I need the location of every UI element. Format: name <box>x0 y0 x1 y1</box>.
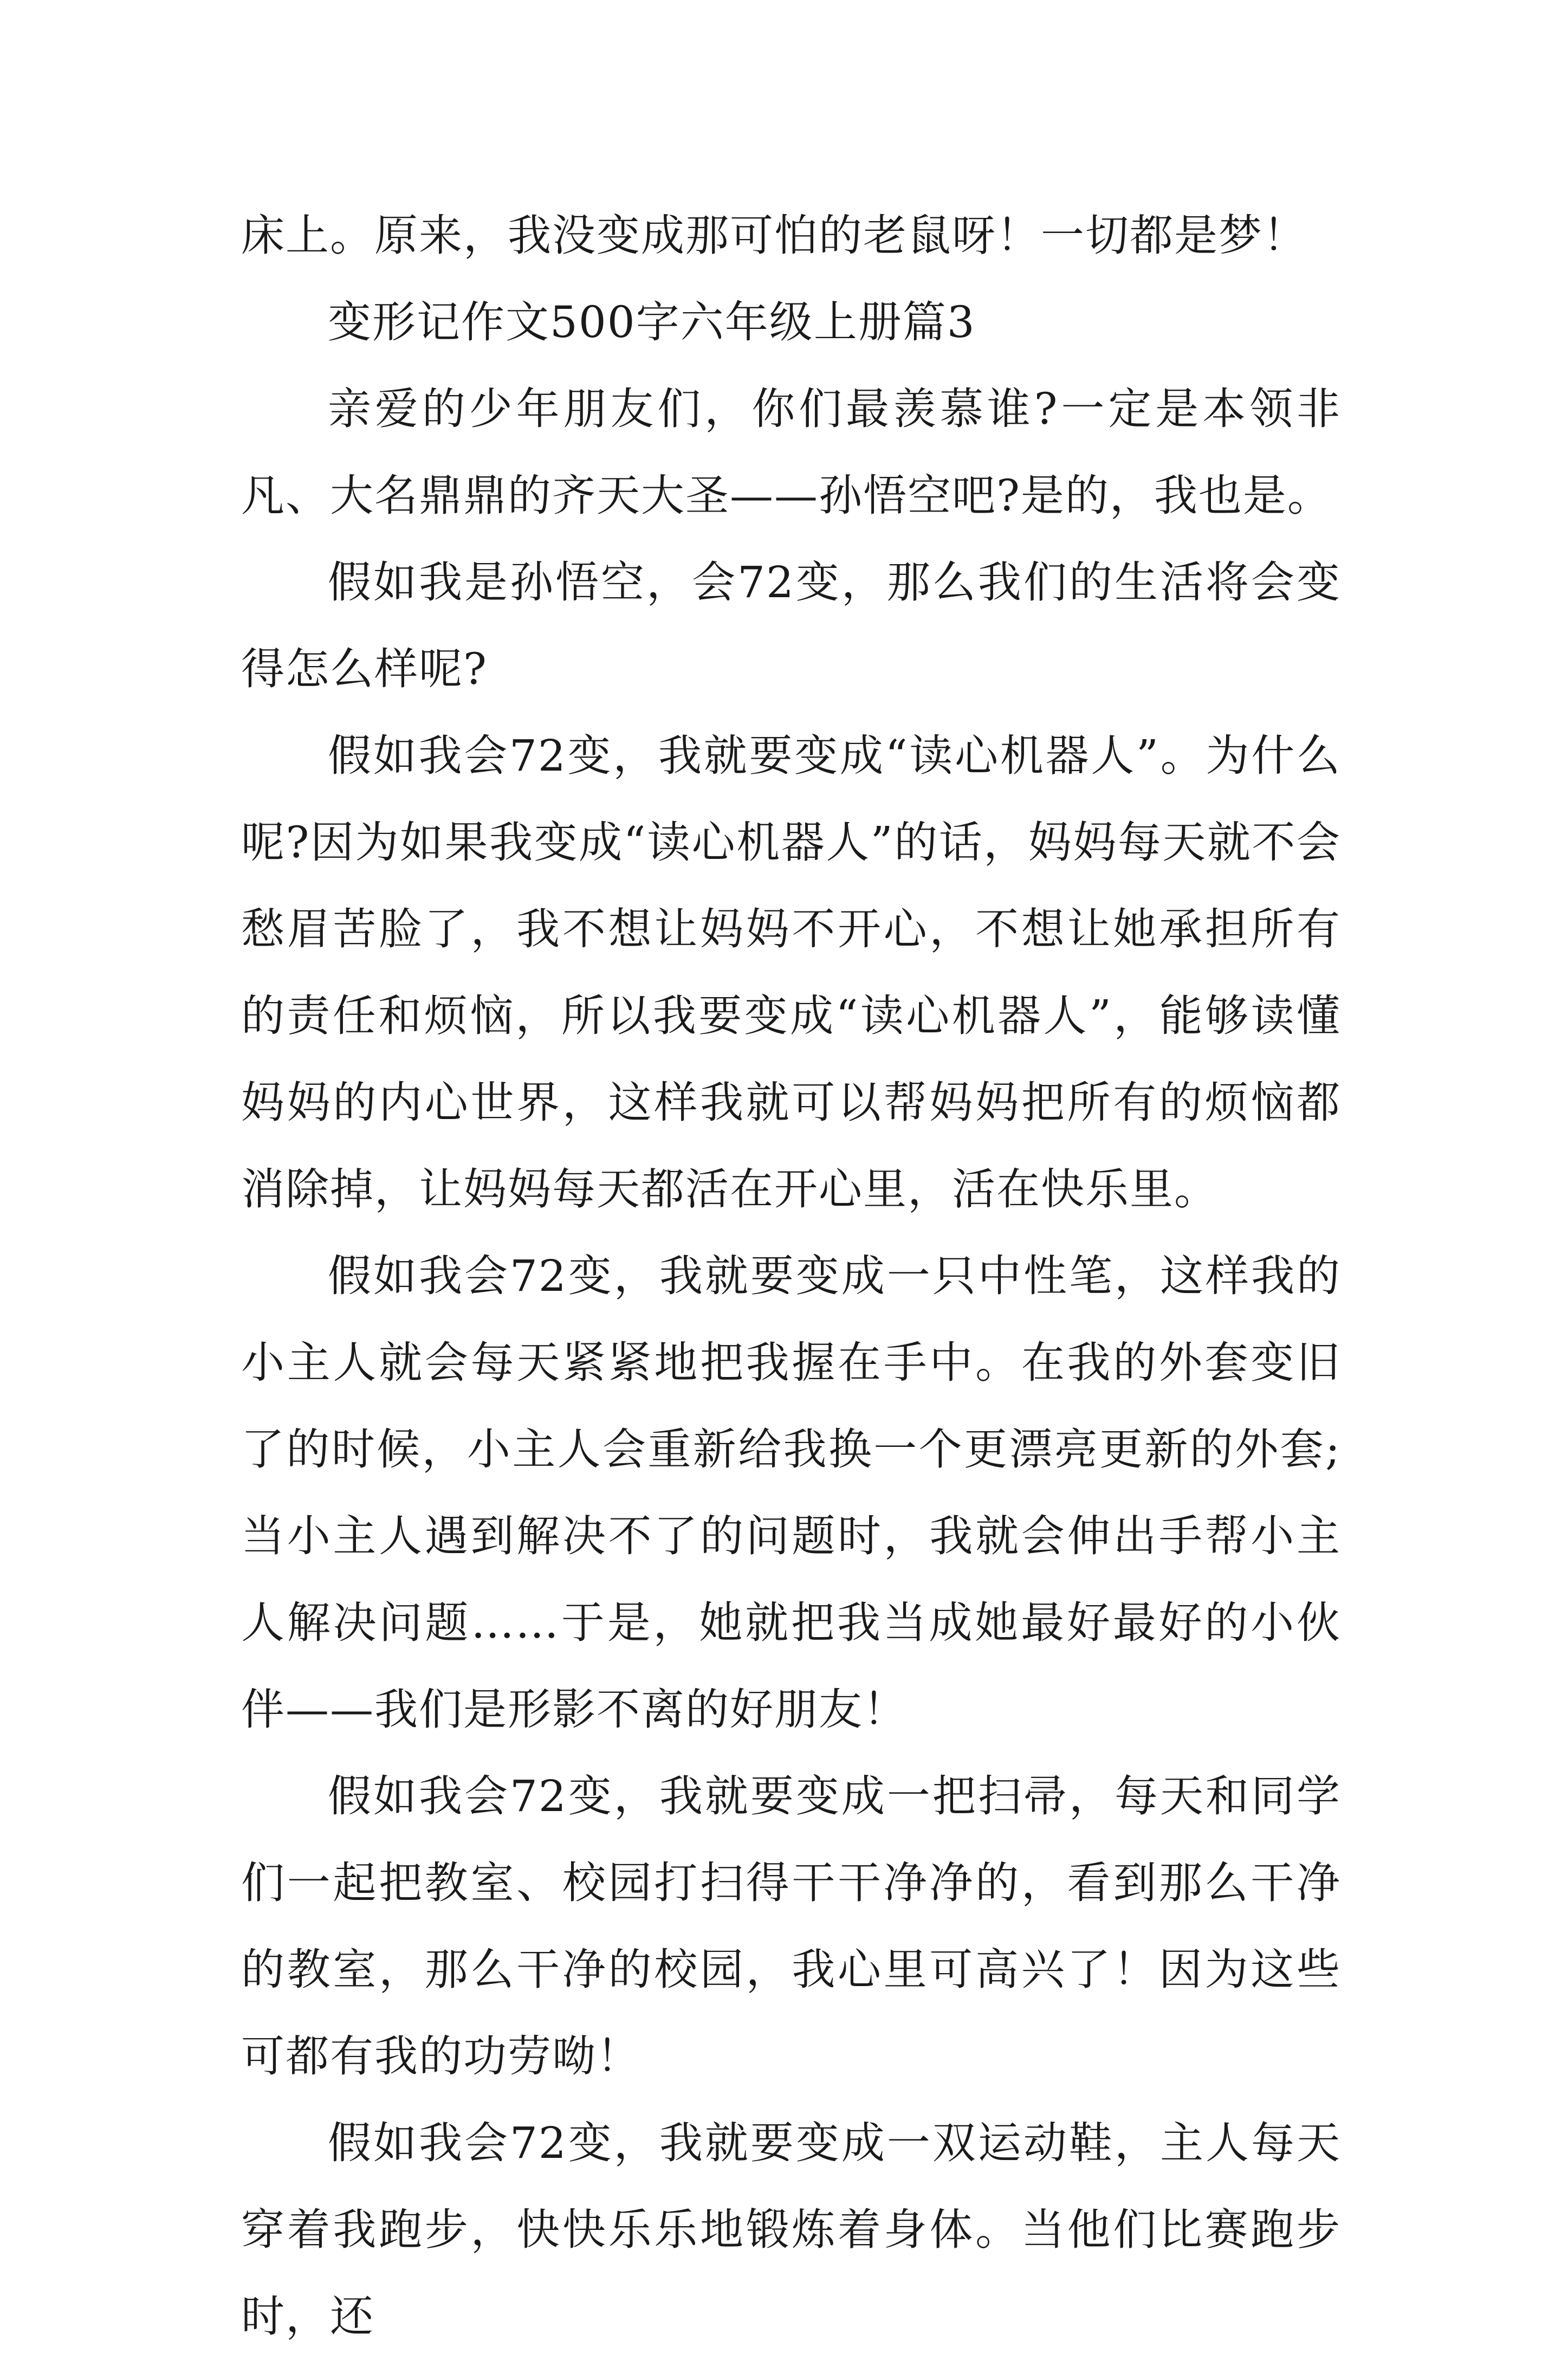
paragraph: 假如我会72变，我就要变成一把扫帚，每天和同学们一起把教室、校园打扫得干干净净的，看到那么干净的教室，那么干净的校园，我心里可高兴了！因为这些可都有我的功劳呦！ <box>241 1771 1341 2081</box>
document-body <box>241 192 1341 2360</box>
paragraph: 亲爱的少年朋友们，你们最羡慕谁?一定是本领非凡、大名鼎鼎的齐天大圣——孙悟空吧?是的，我也是。 <box>241 384 1341 521</box>
paragraph-continuation: 床上。原来，我没变成那可怕的老鼠呀！一切都是梦！ <box>241 210 1307 261</box>
paragraph: 假如我是孙悟空，会72变，那么我们的生活将会变得怎么样呢? <box>241 557 1341 694</box>
section-heading: 变形记作文500字六年级上册篇3 <box>328 297 976 347</box>
paragraph: 假如我会72变，我就要变成一双运动鞋，主人每天穿着我跑步，快快乐乐地锻炼着身体。当他们比赛跑步时，还 <box>241 2118 1341 2342</box>
paragraph: 假如我会72变，我就要变成“读心机器人”。为什么呢?因为如果我变成“读心机器人”的话，妈妈每天就不会愁眉苦脸了，我不想让妈妈不开心，不想让她承担所有的责任和烦恼，所以我要变成“读心机器人”，能够读懂妈妈的内心世界，这样我就可以帮妈妈把所有的烦恼都消除掉，让妈妈每天都活在开心里，活在快乐里。 <box>241 730 1341 1214</box>
paragraph: 假如我会72变，我就要变成一只中性笔，这样我的小主人就会每天紧紧地把我握在手中。在我的外套变旧了的时候，小主人会重新给我换一个更漂亮更新的外套;当小主人遇到解决不了的问题时，我就会伸出手帮小主人解决问题……于是，她就把我当成她最好最好的小伙伴——我们是形影不离的好朋友！ <box>241 1251 1341 1735</box>
